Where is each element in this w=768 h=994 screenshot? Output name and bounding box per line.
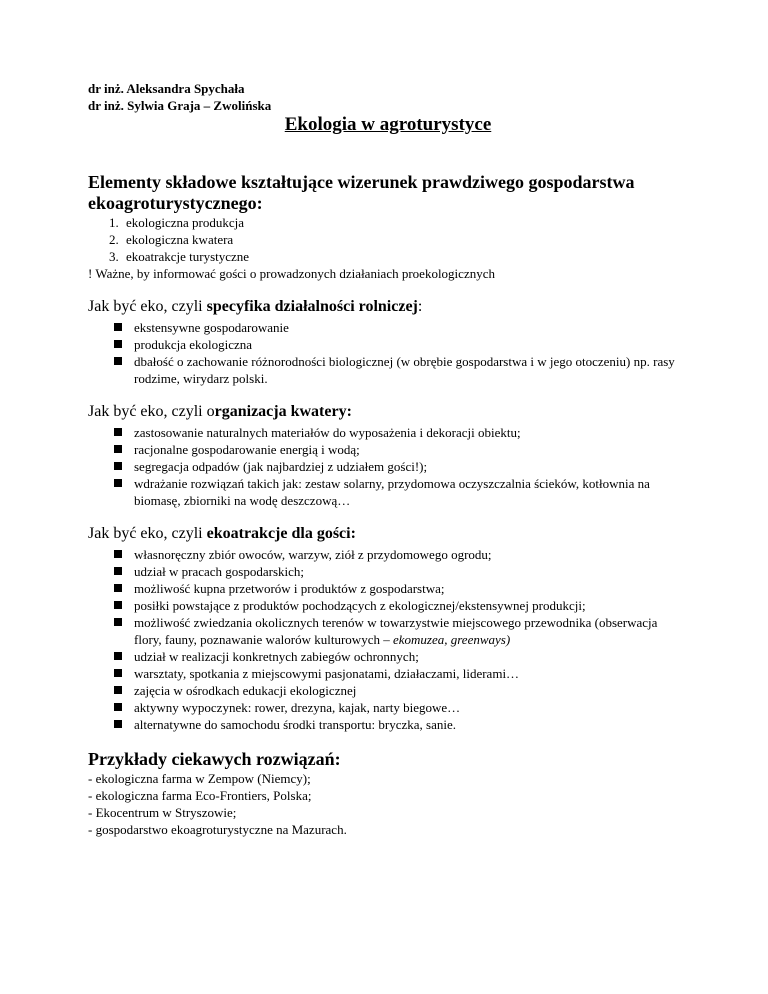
heading-suffix: : [417, 298, 423, 315]
examples-list [88, 770, 688, 838]
list-item: zastosowanie naturalnych materiałów do wyposażenia i dekoracji obiektu; [114, 424, 688, 441]
elements-heading: Elementy składowe kształtujące wizerunek prawdziwego gospodarstwa ekoagroturystycznego: [88, 172, 635, 213]
square-bullet-icon [114, 720, 122, 728]
square-bullet-icon [114, 479, 122, 487]
heading-prefix: Jak być eko, czyli [88, 525, 207, 542]
square-bullet-icon [114, 428, 122, 436]
list-item: produkcja ekologiczna [114, 336, 688, 353]
square-bullet-icon [114, 669, 122, 677]
section-farming-heading [88, 297, 688, 317]
author-1: dr inż. Aleksandra Spychała [88, 81, 245, 96]
author-2: dr inż. Sylwia Graja – Zwolińska [88, 98, 272, 113]
list-item: posiłki powstające z produktów pochodzących z ekologicznej/ekstensywnej produkcji; [114, 597, 688, 614]
list-item: własnoręczny zbiór owoców, warzyw, ziół z przydomowego ogrodu; [114, 546, 688, 563]
farming-list [88, 319, 688, 387]
list-item: 2. ekologiczna kwatera [122, 231, 688, 248]
elements-list [88, 214, 688, 265]
square-bullet-icon [114, 462, 122, 470]
square-bullet-icon [114, 550, 122, 558]
important-note: ! Ważne, by informować gości o prowadzonych działaniach proekologicznych [88, 266, 495, 281]
list-item: 1. ekologiczna produkcja [122, 214, 688, 231]
list-item: warsztaty, spotkania z miejscowymi pasjonatami, działaczami, liderami… [114, 665, 688, 682]
list-item: udział w pracach gospodarskich; [114, 563, 688, 580]
list-item: - gospodarstwo ekoagroturystyczne na Mazurach. [88, 822, 347, 837]
list-item: udział w realizacji konkretnych zabiegów ochronnych; [114, 648, 688, 665]
list-item: zajęcia w ośrodkach edukacji ekologicznej [114, 682, 688, 699]
examples-heading: Przykłady ciekawych rozwiązań: [88, 749, 341, 769]
list-item: możliwość zwiedzania okolicznych terenów w towarzystwie miejscowego przewodnika (obserwacja flory, fauny, poznawanie walorów kulturowych – ekomuzea, greenways) [114, 614, 688, 648]
lodging-list [88, 424, 688, 509]
section-lodging-heading [88, 402, 688, 422]
square-bullet-icon [114, 323, 122, 331]
list-item: możliwość kupna przetworów i produktów z gospodarstwa; [114, 580, 688, 597]
square-bullet-icon [114, 686, 122, 694]
list-item: 3. ekoatrakcje turystyczne [122, 248, 688, 265]
list-item: segregacja odpadów (jak najbardziej z udziałem gości!); [114, 458, 688, 475]
list-item: racjonalne gospodarowanie energią i wodą; [114, 441, 688, 458]
square-bullet-icon [114, 340, 122, 348]
authors [88, 80, 688, 114]
list-item: ekstensywne gospodarowanie [114, 319, 688, 336]
square-bullet-icon [114, 357, 122, 365]
heading-bold: specyfika działalności rolniczej [206, 298, 418, 315]
heading-bold: ekoatrakcje dla gości: [206, 525, 356, 542]
document-title: Ekologia w agroturystyce [284, 114, 492, 135]
square-bullet-icon [114, 703, 122, 711]
square-bullet-icon [114, 601, 122, 609]
list-item: wdrażanie rozwiązań takich jak: zestaw solarny, przydomowa oczyszczalnia ścieków, kotłownia na biomasę, zbiorniki na wodę deszczową… [114, 475, 688, 509]
square-bullet-icon [114, 618, 122, 626]
square-bullet-icon [114, 652, 122, 660]
heading-prefix: Jak być eko, czyli o [88, 403, 215, 420]
square-bullet-icon [114, 567, 122, 575]
italic-examples: ekomuzea, greenways) [392, 632, 511, 647]
list-item: alternatywne do samochodu środki transportu: bryczka, sanie. [114, 716, 688, 733]
list-item: - ekologiczna farma Eco-Frontiers, Polska; [88, 788, 312, 803]
document-page [88, 80, 688, 838]
section-attractions-heading [88, 524, 688, 544]
list-item: dbałość o zachowanie różnorodności biologicznej (w obrębie gospodarstwa i w jego otoczeniu) np. rasy rodzime, wirydarz polski. [114, 353, 688, 387]
list-item: - Ekocentrum w Stryszowie; [88, 805, 237, 820]
list-item: - ekologiczna farma w Zempow (Niemcy); [88, 771, 311, 786]
attractions-list [88, 546, 688, 733]
square-bullet-icon [114, 584, 122, 592]
square-bullet-icon [114, 445, 122, 453]
heading-bold: rganizacja kwatery: [214, 403, 352, 420]
list-item: aktywny wypoczynek: rower, drezyna, kajak, narty biegowe… [114, 699, 688, 716]
heading-prefix: Jak być eko, czyli [88, 298, 207, 315]
